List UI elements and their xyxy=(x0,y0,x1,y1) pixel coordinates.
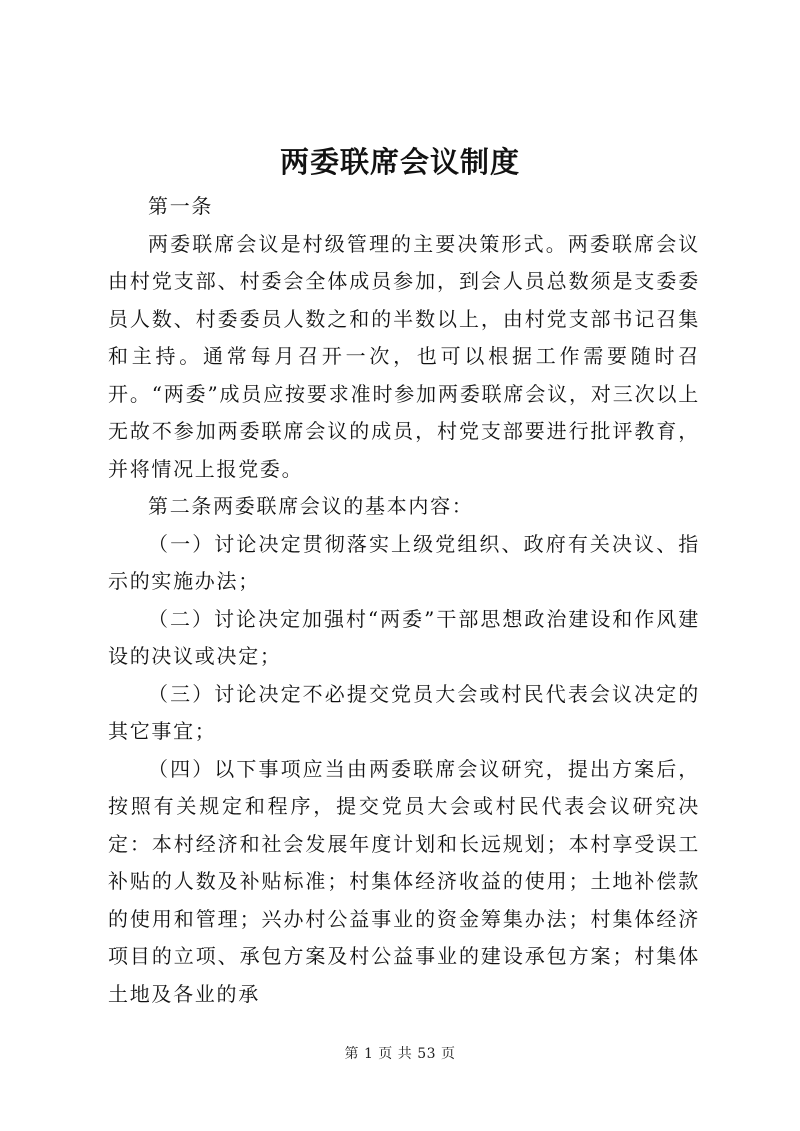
document-body xyxy=(108,188,700,1013)
page-number-footer: 第 1 页 共 53 页 xyxy=(344,1046,456,1062)
document-title: 两委联席会议制度 xyxy=(279,145,520,179)
list-item: （四）以下事项应当由两委联席会议研究，提出方案后，按照有关规定和程序，提交党员大会或村民代表会议研究决定：本村经济和社会发展年度计划和长远规划；本村享受误工补贴的人数及补贴标准；村集体经济收益的使用；土地补偿款的使用和管理；兴办村公益事业的资金筹集办法；村集体经济项目的立项、承包方案及村公益事业的建设承包方案；村集体土地及各业的承 xyxy=(108,756,700,1006)
article-heading: 第二条两委联席会议的基本内容： xyxy=(148,494,474,518)
body-paragraph: 两委联席会议是村级管理的主要决策形式。两委联席会议由村党支部、村委会全体成员参加，到会人员总数须是支委委员人数、村委委员人数之和的半数以上，由村党支部书记召集和主持。通常每月召开一次，也可以根据工作需要随时召开。“两委”成员应按要求准时参加两委联席会议，对三次以上无故不参加两委联席会议的成员，村党支部要进行批评教育，并将情况上报党委。 xyxy=(108,231,700,481)
list-item: （三）讨论决定不必提交党员大会或村民代表会议决定的其它事宜； xyxy=(108,681,700,743)
article-heading: 第一条 xyxy=(148,194,214,218)
list-item: （二）讨论决定加强村“两委”干部思想政治建设和作风建设的决议或决定； xyxy=(108,606,700,668)
list-item: （一）讨论决定贯彻落实上级党组织、政府有关决议、指示的实施办法； xyxy=(108,531,700,593)
